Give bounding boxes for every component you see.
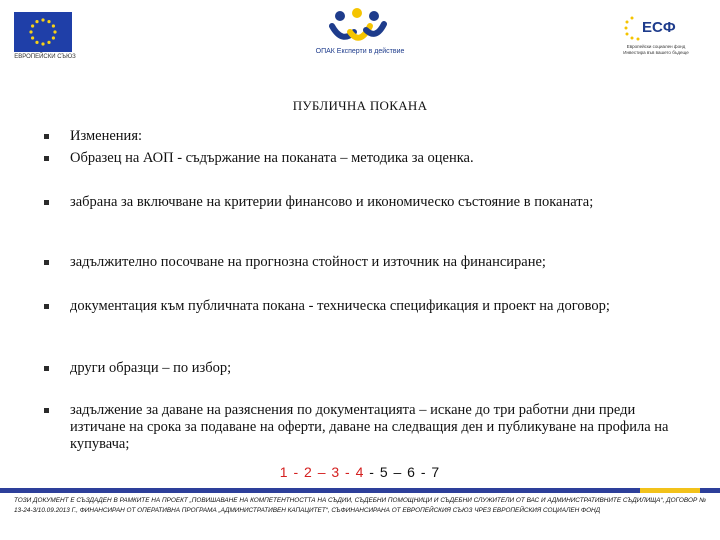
list-item-text: Изменения: bbox=[70, 128, 143, 144]
list-item bbox=[44, 128, 142, 145]
esf-label: ЕСФ bbox=[642, 19, 676, 36]
list-item bbox=[44, 298, 610, 315]
list-item-text: други образци – по избор; bbox=[70, 360, 232, 376]
list-item-text: задължение за даване на разяснения по документацията – искане до три работни дни преди изтичане на срока за подаване на оферти, даване на следващия ден и публикуване на профила на купувача; bbox=[70, 402, 669, 452]
eu-caption: ЕВРОПЕЙСКИ СЪЮЗ bbox=[14, 54, 76, 60]
list-item-text: документация към публичната покана - техническа спецификация и проект на договор; bbox=[70, 298, 610, 314]
list-item bbox=[44, 194, 593, 211]
pager-active: 1 - 2 – 3 - 4 bbox=[279, 464, 365, 480]
footer-divider bbox=[0, 488, 720, 493]
slide-pager bbox=[0, 464, 720, 480]
page-title: ПУБЛИЧНА ПОКАНА bbox=[292, 98, 428, 113]
list-item bbox=[44, 254, 546, 271]
square-bullet-icon bbox=[44, 260, 49, 265]
opak-logo bbox=[326, 6, 388, 52]
square-bullet-icon bbox=[44, 408, 49, 413]
list-item-text: задължително посочване на прогнозна стойност и източник на финансиране; bbox=[70, 254, 546, 270]
eu-flag-logo bbox=[14, 12, 72, 52]
esf-caption: Европейски социален фонд Инвестира във вашето бъдеще bbox=[623, 44, 689, 55]
square-bullet-icon bbox=[44, 156, 49, 161]
list-item bbox=[44, 360, 231, 377]
opak-caption: ОПАК Експерти в действие bbox=[315, 48, 405, 55]
pager-rest: - 5 – 6 - 7 bbox=[364, 464, 441, 480]
square-bullet-icon bbox=[44, 366, 49, 371]
footer-disclaimer: ТОЗИ ДОКУМЕНТ Е СЪЗДАДЕН В РАМКИТЕ НА ПРОЕКТ „ПОВИШАВАНЕ НА КОМПЕТЕНТНОСТТА НА СЪДИИ, СЪДЕБНИ ПОМОЩНИЦИ И СЪДЕБНИ СЛУЖИТЕЛИ ОТ ВАС И АДМИНИСТРАТИВНИТЕ СЪДИЛИЩА“, ДОГОВОР № 13-24-3/10.09.2013 Г., ФИНАНСИРАН ОТ ОПЕРАТИВНА ПРОГРАМА „АДМИНИСТРАТИВЕН КАПАЦИТЕТ“, СЪФИНАНСИРАНА ОТ ЕВРОПЕЙСКИЯ СЪЮЗ ЧРЕЗ ЕВРОПЕЙСКИЯ СОЦИАЛЕН ФОНД bbox=[14, 497, 706, 514]
esf-logo bbox=[622, 12, 692, 44]
square-bullet-icon bbox=[44, 200, 49, 205]
square-bullet-icon bbox=[44, 304, 49, 309]
list-item-text: забрана за включване на критерии финансово и икономическо състояние в поканата; bbox=[70, 194, 594, 210]
list-item-text: Образец на АОП - съдържание на поканата – методика за оценка. bbox=[70, 150, 474, 166]
square-bullet-icon bbox=[44, 134, 49, 139]
list-item bbox=[44, 402, 674, 453]
list-item bbox=[44, 150, 474, 167]
